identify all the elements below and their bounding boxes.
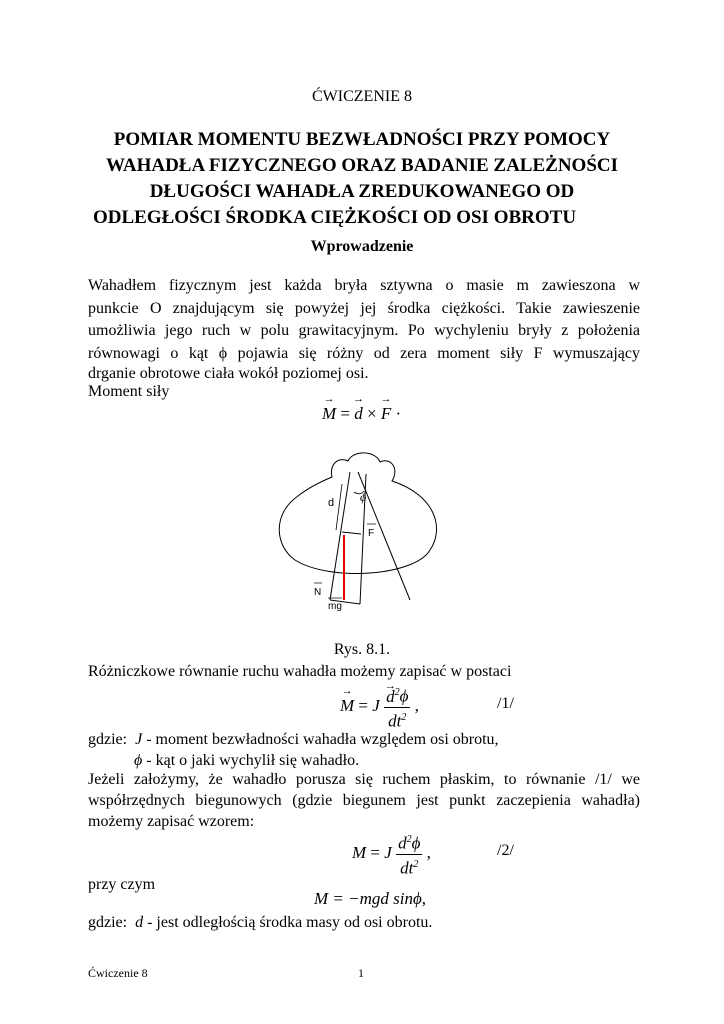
pendulum-figure	[270, 440, 450, 635]
eq1-number: /1/	[497, 695, 514, 712]
page-number: 1	[358, 966, 364, 980]
eq2-eq: =	[370, 843, 381, 863]
arm-left-edge	[330, 472, 350, 600]
label-phi: ϕ	[360, 490, 367, 504]
diff-eq-intro: Różniczkowe równanie ruchu wahadła możemy zapisać w postaci	[88, 663, 512, 680]
times-sign: ×	[367, 404, 377, 423]
eq1-num-sup: 2	[394, 687, 400, 698]
title-line-2: WAHADŁA FIZYCZNEGO ORAZ BADANIE ZALEŻNOŚCI	[105, 155, 619, 176]
eq1-comma: ,	[414, 696, 419, 716]
where2-prefix: gdzie:	[88, 914, 128, 931]
where2-d: d	[135, 914, 144, 931]
where1-J-text: - moment bezwładności wahadła względem osi obrotu,	[142, 731, 499, 748]
where-phi-line	[134, 752, 359, 770]
eq2-num-d: d	[398, 833, 407, 853]
equation-3	[314, 889, 426, 909]
eq1-fraction	[384, 683, 410, 731]
equation-1	[340, 683, 419, 731]
label-mg: mg	[328, 601, 342, 612]
eq2-M: M	[352, 843, 367, 863]
label-F: F	[368, 528, 375, 539]
eq2-J: J	[384, 843, 392, 863]
where2-text: - jest odległością środka masy od osi obrotu.	[143, 914, 433, 931]
label-N: N	[314, 587, 322, 598]
where-J-line	[88, 731, 499, 749]
polar-line-2: współrzędnych biegunowych (gdzie biegunem jest punkt zaczepienia wahadła)	[88, 792, 640, 809]
figure-caption: Rys. 8.1.	[333, 641, 391, 658]
where1-phi-text: - kąt o jaki wychylił się wahadło.	[142, 752, 360, 769]
document-title	[80, 127, 644, 231]
eq1-num-d: → d	[386, 687, 395, 707]
where1-phi: ϕ	[134, 752, 143, 769]
where1-prefix: gdzie:	[88, 731, 128, 748]
footer-left: Ćwiczenie 8	[88, 966, 148, 980]
polar-line-1: Jeżeli założymy, że wahadło porusza się ruchem płaskim, to równanie /1/ we	[88, 771, 640, 788]
eq3-rhs: = −mgd sinϕ	[332, 889, 422, 908]
polar-line-3: możemy zapisać wzorem:	[88, 813, 255, 830]
label-d: d	[328, 497, 335, 509]
intro-line-3: umożliwia jego ruch w polu grawitacyjnym. Po wychyleniu bryły z położenia	[88, 322, 640, 339]
eq1-num-phi: ϕ	[399, 686, 409, 706]
title-line-4: ODLEGŁOŚCI ŚRODKA CIĘŻKOŚCI OD OSI OBROTU	[93, 207, 577, 228]
equation-2	[352, 830, 431, 878]
eq2-den-dt: dt	[400, 858, 414, 878]
intro-line-4: równowagi o kąt ϕ pojawia się różny od zera moment siły F wymuszający	[88, 345, 640, 362]
moment-equation	[322, 404, 401, 424]
intro-line-5: drganie obrotowe ciała wokół poziomej osi.	[88, 365, 369, 382]
eq3-comma: ,	[421, 889, 427, 908]
where1-J: J	[135, 731, 143, 748]
intro-line-1: Wahadłem fizycznym jest każda bryła sztywna o masie m zawieszona w	[88, 277, 640, 294]
eq2-number: /2/	[497, 842, 514, 859]
vec-M: → M	[322, 404, 336, 424]
eq1-M: → M	[340, 696, 354, 716]
title-line-3: DŁUGOŚCI WAHADŁA ZREDUKOWANEGO OD	[149, 181, 575, 202]
eq2-comma: ,	[426, 843, 431, 863]
eq-sign: =	[340, 404, 351, 423]
eq1-eq: =	[358, 696, 369, 716]
where-d-line	[88, 914, 432, 932]
title-line-1: POMIAR MOMENTU BEZWŁADNOŚCI PRZY POMOCY	[113, 129, 611, 150]
eq2-den-sup: 2	[413, 858, 419, 870]
arm-mid-top	[342, 532, 361, 534]
pendulum-body	[279, 453, 436, 574]
eq-dot: ·	[395, 404, 402, 423]
przy-czym: przy czym	[88, 876, 156, 893]
eq3-M: M	[314, 889, 329, 908]
eq2-num-sup: 2	[406, 834, 412, 845]
eq2-num-phi: ϕ	[411, 833, 421, 853]
eq1-den-sup: 2	[401, 711, 407, 723]
exercise-header: ĆWICZENIE 8	[312, 88, 412, 105]
section-title: Wprowadzenie	[310, 238, 414, 255]
vec-d: → d	[354, 404, 363, 424]
moment-label: Moment siły	[88, 383, 170, 400]
eq2-fraction	[396, 830, 422, 878]
eq1-den-dt: dt	[388, 711, 402, 731]
intro-line-2: punkcie O znajdującym się powyżej jej środka ciężkości. Takie zawieszenie	[88, 300, 640, 317]
vec-F: → F	[381, 404, 391, 424]
distance-d-line	[336, 484, 342, 530]
eq1-J: J	[372, 696, 380, 716]
